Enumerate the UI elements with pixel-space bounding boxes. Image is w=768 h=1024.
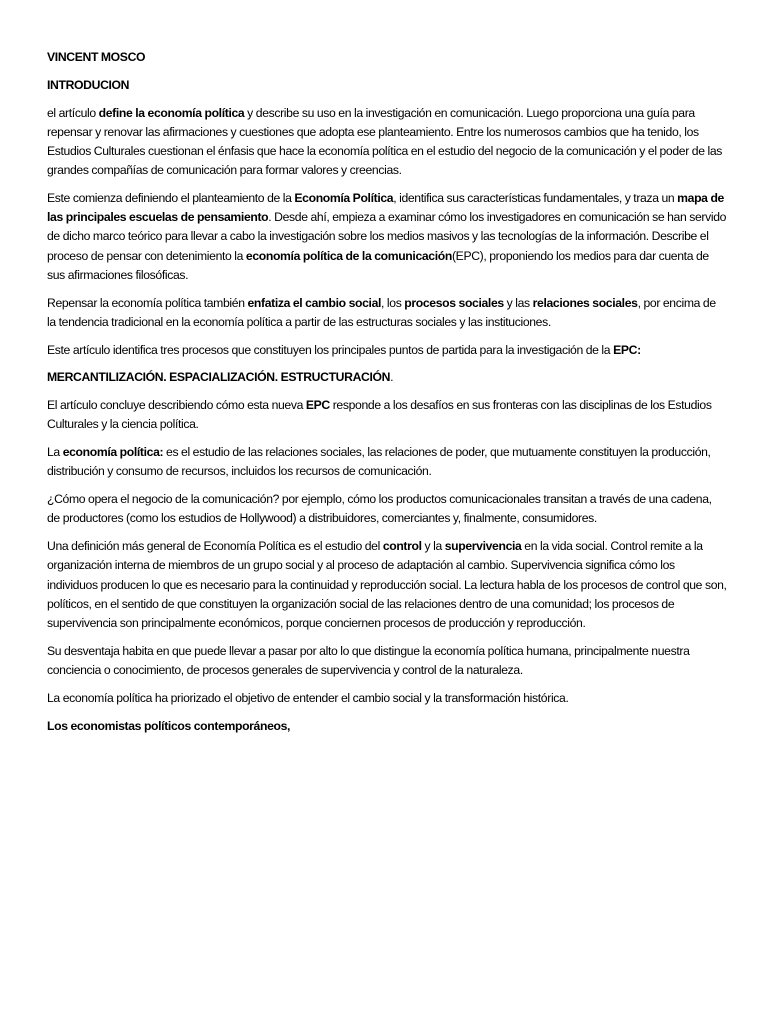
paragraph-7 [47, 443, 727, 481]
paragraph-2-bold-f: economía política de la comunicación [245, 248, 452, 263]
paragraph-6-text-c: responde a los desafíos en sus fronteras con las disciplinas de los Estudios Culturales y la ciencia política. [47, 398, 712, 432]
paragraph-2-bold-d: mapa de las principales escuelas de pensamiento [47, 191, 724, 225]
author-name: VINCENT MOSCO [47, 50, 146, 64]
paragraph-3-bold-f: relaciones sociales [532, 295, 638, 310]
paragraph-9-text-a: Una definición más general de Economía Política es el estudio del [47, 539, 383, 554]
paragraph-3-text-e: y las [503, 295, 533, 310]
section-heading: INTRODUCION [47, 77, 130, 92]
paragraph-2-text-g: (EPC), proponiendo los medios para dar cuenta de sus afirmaciones filosóficas. [47, 248, 709, 282]
paragraph-2-text-a: Este comienza definiendo el planteamiento de la [47, 191, 295, 205]
paragraph-8: ¿Cómo opera el negocio de la comunicación? por ejemplo, cómo los productos comunicacionales transitan a través de una cadena, de productores (como los estudios de Hollywood) a distribuidores, comerciantes y, finalmente, consumidores. [47, 492, 712, 526]
paragraph-3-bold-d: procesos sociales [404, 295, 504, 310]
paragraph-3-text-a: Repensar la economía política también [47, 295, 248, 310]
paragraph-2-text-e: . Desde ahí, empieza a examinar cómo los investigadores en comunicación se han servido de dicho marco teórico para llevar a cabo la investigación sobre los medios masivos y las tecnologías de la información. Describe el proceso de pensar con detenimiento la [47, 210, 727, 263]
paragraph-3-text-c: , los [381, 295, 405, 310]
paragraph-2 [47, 189, 727, 285]
paragraph-2-bold-b: Economía Política [294, 191, 394, 205]
paragraph-9-bold-d: supervivencia [444, 539, 522, 554]
paragraph-4-bold-b: EPC: [613, 342, 641, 357]
paragraph-7-bold-b: economía política: [62, 445, 164, 460]
paragraph-1-bold-b: define la economía política [98, 105, 245, 120]
paragraph-7-text-c: es el estudio de las relaciones sociales, las relaciones de poder, que mutuamente constituyen la producción, distribución y consumo de recursos, incluidos los recursos de comunicación. [47, 445, 711, 479]
paragraph-3-text-g: , por encima de la tendencia tradicional en la economía política a partir de las estructuras sociales y las instituciones. [47, 295, 716, 329]
paragraph-9-bold-b: control [382, 539, 422, 554]
paragraph-9 [47, 537, 727, 633]
paragraph-3-bold-b: enfatiza el cambio social [247, 295, 382, 310]
paragraph-3 [47, 294, 727, 332]
paragraph-1-text-c: y describe su uso en la investigación en comunicación. Luego proporciona una guía para repensar y renovar las afirmaciones y cuestiones que adopta ese planteamiento. Entre los numerosos cambios que ha tenido, los Estudios Culturales cuestionan el énfasis que hace la economía política en el estudio del negocio de la comunicación y el poder de las grandes compañías de comunicación para formar valores y creencias. [47, 105, 722, 178]
paragraph-5-bold-a: MERCANTILIZACIÓN. ESPACIALIZACIÓN. ESTRUCTURACIÓN [47, 370, 391, 385]
paragraph-6 [47, 396, 727, 434]
paragraph-10: Su desventaja habita en que puede llevar a pasar por alto lo que distingue la economía política humana, principalmente nuestra conciencia o conocimiento, de procesos generales de supervivencia y control de la naturaleza. [47, 643, 690, 678]
paragraph-11: La economía política ha priorizado el objetivo de entender el cambio social y la transformación histórica. [47, 690, 569, 705]
paragraph-5 [47, 368, 727, 387]
paragraph-5-text-b: . [390, 370, 394, 385]
paragraph-9-text-c: y la [421, 539, 445, 554]
paragraph-12: Los economistas políticos contemporáneos, [47, 718, 291, 733]
paragraph-2-text-c: , identifica sus características fundamentales, y traza un [393, 191, 678, 205]
paragraph-6-text-a: El artículo concluye describiendo cómo esta nueva [47, 398, 306, 413]
paragraph-9-text-e: en la vida social. Control remite a la organización interna de miembros de un grupo social y al proceso de adaptación al cambio. Supervivencia significa cómo los individuos producen lo que es necesario para la continuidad y reproducción social. La lectura habla de los procesos de control que son, políticos, en el sentido de que constituyen la organización social de las relaciones dentro de una comunidad; los procesos de supervivencia son principalmente económicos, porque conciernen procesos de producción y reproducción. [47, 539, 727, 631]
paragraph-6-bold-b: EPC [305, 398, 330, 413]
paragraph-1 [47, 104, 727, 181]
paragraph-7-text-a: La [47, 445, 63, 460]
document-page [47, 48, 727, 744]
paragraph-4-text-a: Este artículo identifica tres procesos que constituyen los principales puntos de partida para la investigación de la [47, 342, 614, 357]
paragraph-4 [47, 341, 727, 360]
paragraph-1-text-a: el artículo [47, 105, 99, 120]
